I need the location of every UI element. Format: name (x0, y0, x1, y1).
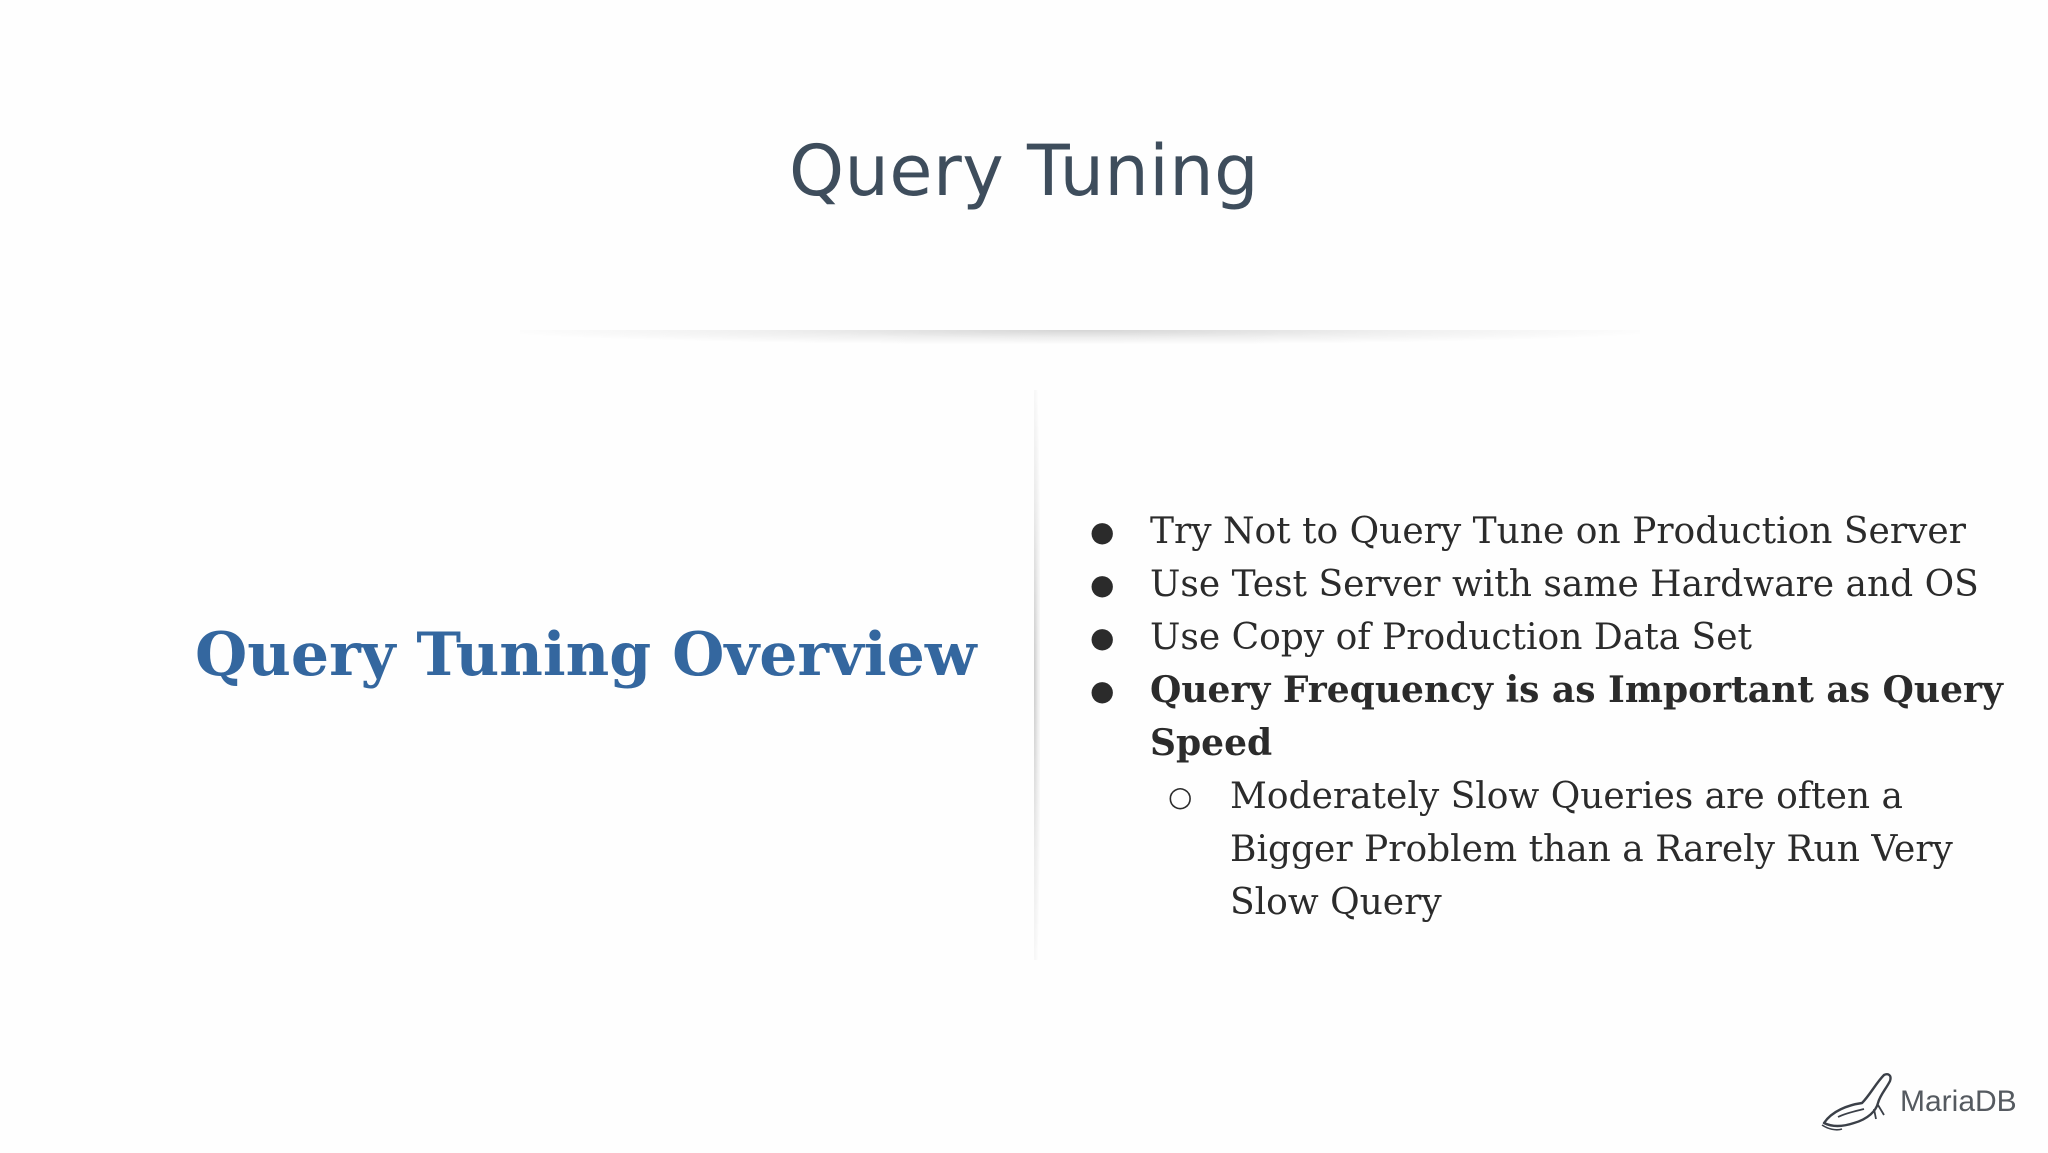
bullet-marker: ● (1090, 621, 1115, 654)
slide-title: Query Tuning (788, 130, 1260, 212)
vertical-divider (1034, 390, 1040, 960)
sub-bullet-text: Moderately Slow Queries are often a Bigger Problem than a Rarely Run Very Slow Query (1230, 776, 1953, 923)
bullet-item (1090, 558, 2020, 611)
section-title: Query Tuning Overview (195, 620, 977, 690)
bullet-text: Try Not to Query Tune on Production Server (1150, 511, 1966, 552)
title-divider (520, 330, 1640, 344)
seal-logo-icon (1818, 1065, 1898, 1135)
bullet-item (1090, 664, 2020, 770)
sub-bullet-item (1090, 770, 2020, 929)
bullet-marker: ● (1090, 674, 1115, 707)
bullet-list (1090, 505, 2020, 929)
bullet-item (1090, 505, 2020, 558)
bullet-marker: ● (1090, 568, 1115, 601)
bullet-marker: ● (1090, 515, 1115, 548)
bullet-text: Query Frequency is as Important as Query Speed (1150, 669, 2003, 764)
sub-bullet-marker: ○ (1168, 780, 1193, 813)
logo-text: MariaDB (1900, 1085, 2017, 1118)
mariadb-logo (1818, 1065, 2018, 1135)
bullet-text: Use Test Server with same Hardware and OS (1150, 564, 1979, 605)
bullet-item (1090, 611, 2020, 664)
bullet-text: Use Copy of Production Data Set (1150, 617, 1752, 658)
